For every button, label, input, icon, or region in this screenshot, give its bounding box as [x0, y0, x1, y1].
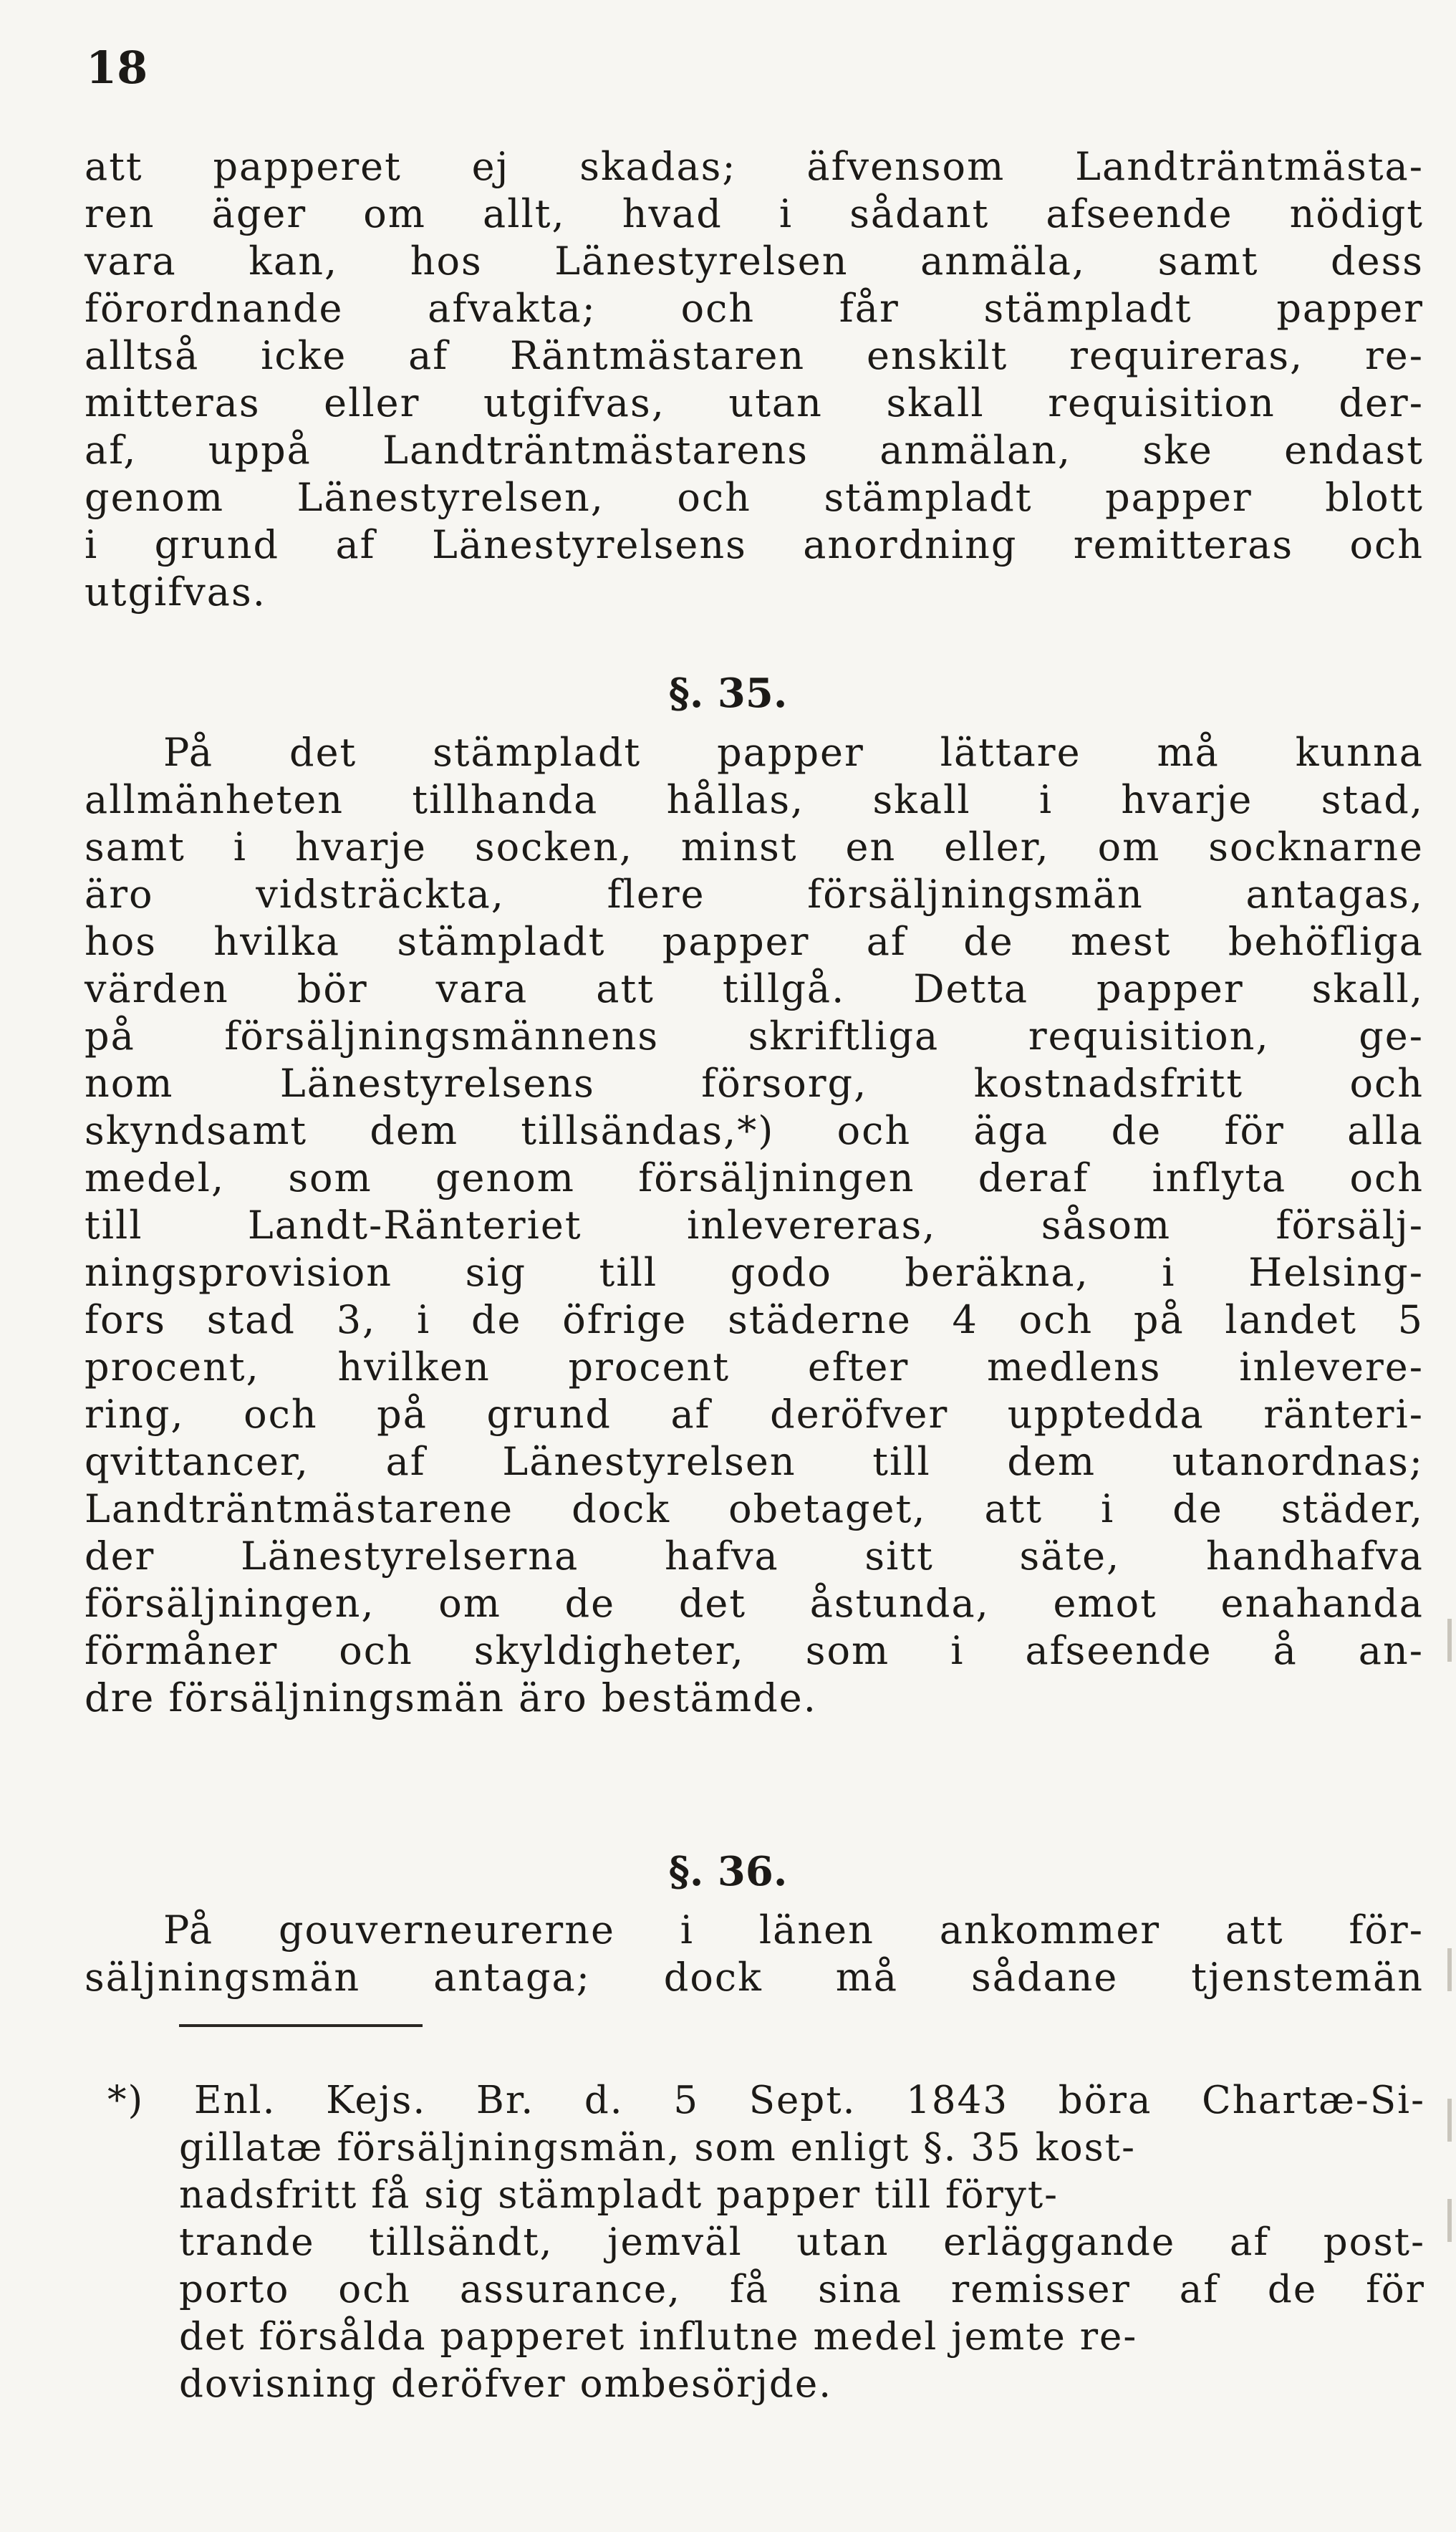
- text-line: hos hvilka stämpladt papper af de mest behöfliga: [85, 919, 1424, 964]
- text-line: dre försäljningsmän äro bestämde.: [85, 1675, 817, 1720]
- text-line: mitteras eller utgifvas, utan skall requisition der-: [85, 380, 1424, 425]
- footnote-divider: [179, 2024, 423, 2027]
- text-line: att papperet ej skadas; äfvensom Landträntmästa-: [85, 144, 1424, 189]
- text-line: till Landt-Ränteriet inlevereras, såsom försälj-: [85, 1203, 1424, 1248]
- text-line: fors stad 3, i de öfrige städerne 4 och på landet 5: [85, 1297, 1424, 1342]
- footnote-line: porto och assurance, få sina remisser af de för: [179, 2268, 1425, 2311]
- page-edge-mark: [1447, 2199, 1452, 2242]
- text-line: På det stämpladt papper lättare må kunna: [163, 730, 1424, 775]
- page-number: 18: [86, 42, 148, 94]
- text-line: der Länestyrelserna hafva sitt säte, handhafva: [85, 1534, 1424, 1579]
- text-line: säljningsmän antaga; dock må sådane tjenstemän: [85, 1955, 1424, 2000]
- text-line: försäljningen, om de det åstunda, emot enahanda: [85, 1581, 1424, 1626]
- section-35-heading: §. 35.: [668, 670, 788, 717]
- page-edge-mark: [1447, 1619, 1452, 1662]
- text-line: genom Länestyrelsen, och stämpladt papper blott: [85, 475, 1424, 520]
- section-36-heading: §. 36.: [668, 1848, 788, 1895]
- text-line: samt i hvarje socken, minst en eller, om socknarne: [85, 824, 1424, 870]
- footnote-line: nadsfritt få sig stämpladt papper till föryt-: [179, 2173, 1059, 2217]
- text-line: medel, som genom försäljningen deraf inflyta och: [85, 1155, 1424, 1200]
- text-line: ren äger om allt, hvad i sådant afseende nödigt: [85, 191, 1424, 236]
- text-line: i grund af Länestyrelsens anordning remitteras och: [85, 522, 1424, 567]
- footnote-line: trande tillsändt, jemväl utan erläggande af post-: [179, 2220, 1425, 2264]
- text-line: På gouverneurerne i länen ankommer att för-: [163, 1907, 1424, 1953]
- text-line: äro vidsträckta, flere försäljningsmän antagas,: [85, 872, 1424, 917]
- page-edge-mark: [1447, 2099, 1452, 2142]
- text-line: ningsprovision sig till godo beräkna, i Helsing-: [85, 1250, 1424, 1295]
- intro-paragraph: [85, 143, 1424, 616]
- text-line: ring, och på grund af deröfver upptedda ränteri-: [85, 1392, 1424, 1437]
- text-line: värden bör vara att tillgå. Detta papper skall,: [85, 966, 1424, 1011]
- text-line: vara kan, hos Länestyrelsen anmäla, samt dess: [85, 239, 1424, 284]
- footnote-line: gillatæ försäljningsmän, som enligt §. 35 kost-: [179, 2126, 1137, 2170]
- text-line: qvittancer, af Länestyrelsen till dem utanordnas;: [85, 1439, 1424, 1484]
- text-line: förordnande afvakta; och får stämpladt papper: [85, 286, 1424, 331]
- text-line: alltså icke af Räntmästaren enskilt requireras, re-: [85, 333, 1424, 378]
- text-line: Landträntmästarene dock obetaget, att i de städer,: [85, 1486, 1424, 1531]
- footnote: [107, 2077, 1425, 2408]
- text-line: nom Länestyrelsens försorg, kostnadsfritt och: [85, 1061, 1424, 1106]
- text-line: af, uppå Landträntmästarens anmälan, ske endast: [85, 428, 1424, 473]
- footnote-line: dovisning deröfver ombesörjde.: [179, 2362, 833, 2406]
- footnote-line: det försålda papperet influtne medel jemte re-: [179, 2315, 1138, 2359]
- page-edge-mark: [1447, 1948, 1452, 1991]
- text-line: utgifvas.: [85, 569, 266, 615]
- text-line: förmåner och skyldigheter, som i afseende å an-: [85, 1628, 1424, 1673]
- text-line: allmänheten tillhanda hållas, skall i hvarje stad,: [85, 777, 1424, 822]
- text-line: procent, hvilken procent efter medlens inlevere-: [85, 1344, 1424, 1390]
- footnote-line: *) Enl. Kejs. Br. d. 5 Sept. 1843 böra Chartæ-Si-: [107, 2079, 1425, 2122]
- section-36-paragraph: [85, 1907, 1424, 2001]
- text-line: på försäljningsmännens skriftliga requisition, ge-: [85, 1014, 1424, 1059]
- section-35-paragraph: [85, 729, 1424, 1722]
- text-line: skyndsamt dem tillsändas,*) och äga de för alla: [85, 1108, 1424, 1153]
